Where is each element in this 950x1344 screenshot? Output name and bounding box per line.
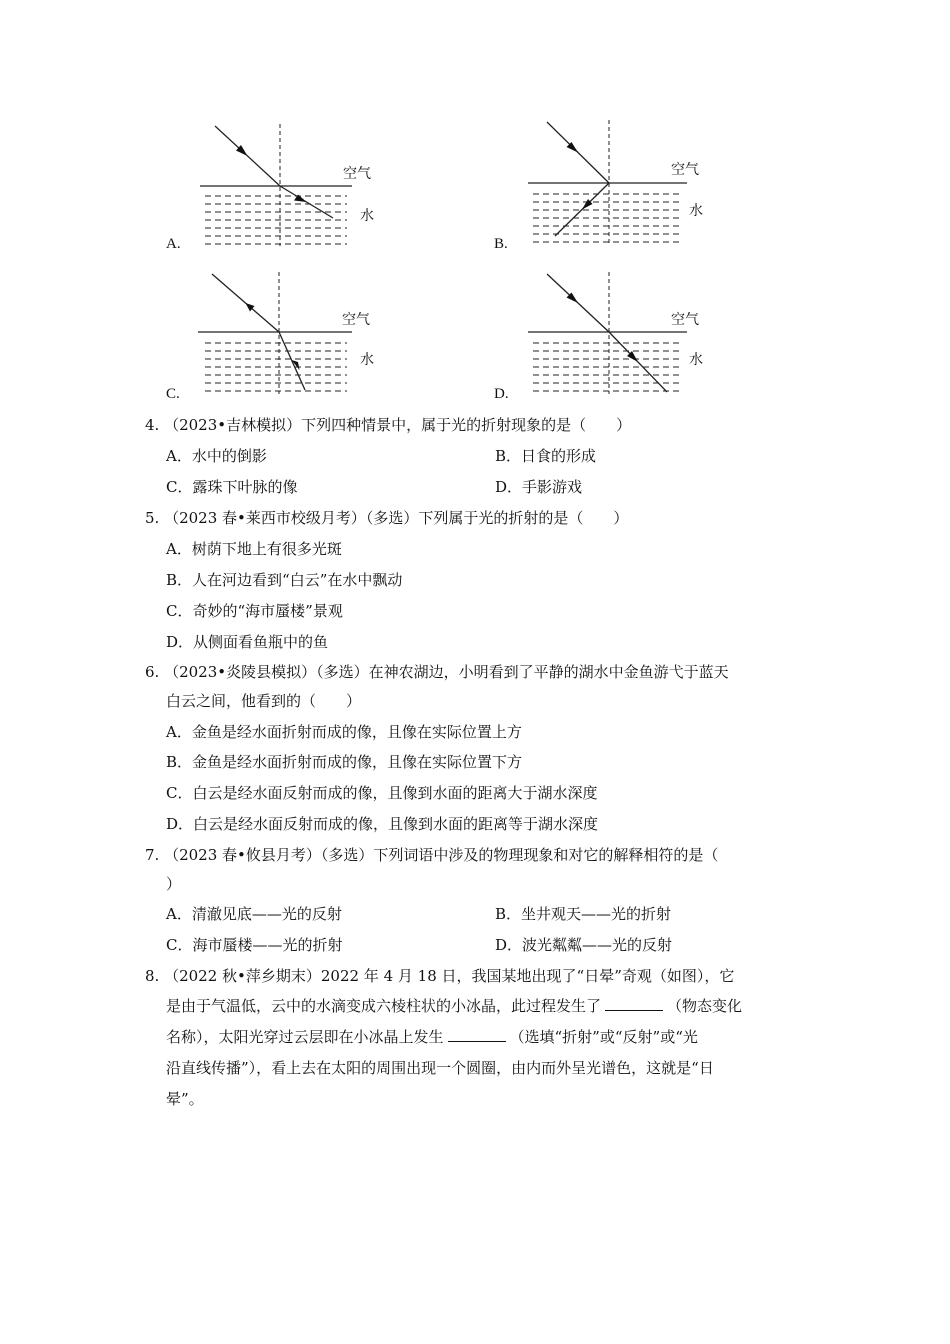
- option-b: B．日食的形成: [495, 447, 597, 465]
- air-label: 空气: [343, 166, 371, 182]
- option-c: C．海市蜃楼——光的折射: [166, 936, 343, 954]
- question-text: 名称），太阳光穿过云层即在小冰晶上发生: [166, 1028, 444, 1046]
- question-text-continued: 沿直线传播”），看上去在太阳的周围出现一个圆圈，由内而外呈光谱色，这就是“日: [166, 1059, 714, 1077]
- question-text-continued: [166, 996, 742, 1016]
- air-label: 空气: [342, 312, 370, 328]
- option-a: A．金鱼是经水面折射而成的像，且像在实际位置上方: [166, 723, 522, 741]
- water-label: 水: [689, 352, 703, 368]
- refraction-diagram-a: [195, 120, 385, 255]
- water-label: 水: [360, 352, 374, 368]
- option-c: C．奇妙的“海市蜃楼”景观: [166, 602, 343, 620]
- option-a: A．水中的倒影: [166, 447, 267, 465]
- question-text: 是由于气温低，云中的水滴变成六棱柱状的小冰晶，此过程发生了: [166, 997, 602, 1015]
- question-7: [145, 845, 718, 865]
- question-text: （2023•吉林模拟）下列四种情景中，属于光的折射现象的是（ ）: [164, 416, 632, 434]
- question-text: （2023 春•莱西市校级月考）（多选）下列属于光的折射的是（ ）: [164, 509, 629, 527]
- option-a: A．清澈见底——光的反射: [166, 905, 342, 923]
- question-text-continued: ）: [166, 875, 182, 893]
- question-number: 5.: [145, 509, 160, 527]
- water-label: 水: [689, 203, 703, 219]
- figure-label-b: B.: [494, 236, 508, 252]
- figure-label-c: C.: [166, 386, 180, 402]
- question-number: 4.: [145, 416, 160, 434]
- figure-label-d: D.: [494, 386, 509, 402]
- refraction-diagram-d: [525, 268, 715, 403]
- question-number: 6.: [145, 663, 160, 681]
- option-b: B．坐井观天——光的折射: [495, 905, 672, 923]
- question-text: （选填“折射”或“反射”或“光: [509, 1028, 698, 1046]
- question-text: （2023 春•攸县月考）（多选）下列词语中涉及的物理现象和对它的解释相符的是（: [164, 846, 719, 864]
- option-d: D．从侧面看鱼瓶中的鱼: [166, 633, 329, 651]
- question-text-continued: 白云之间，他看到的（ ）: [166, 692, 362, 710]
- question-4: [145, 415, 631, 435]
- question-text: （物态变化: [667, 997, 743, 1015]
- option-c: C．露珠下叶脉的像: [166, 478, 298, 496]
- question-text-continued: 晕”。: [166, 1090, 204, 1108]
- question-text-continued: [166, 1027, 698, 1047]
- option-c: C．白云是经水面反射而成的像，且像到水面的距离大于湖水深度: [166, 784, 598, 802]
- option-b: B．人在河边看到“白云”在水中飘动: [166, 571, 403, 589]
- refraction-diagram-c: [195, 268, 385, 403]
- option-a: A．树荫下地上有很多光斑: [166, 540, 342, 558]
- answer-blank-2[interactable]: [448, 1027, 506, 1042]
- question-6: [145, 662, 729, 682]
- option-d: D．白云是经水面反射而成的像，且像到水面的距离等于湖水深度: [166, 815, 599, 833]
- question-8: [145, 966, 734, 986]
- option-d: D．波光粼粼——光的反射: [495, 936, 673, 954]
- question-text: （2022 秋•萍乡期末）2022 年 4 月 18 日，我国某地出现了“日晕”奇观（如图），它: [164, 967, 735, 985]
- question-text: （2023•炎陵县模拟）（多选）在神农湖边，小明看到了平静的湖水中金鱼游弋于蓝天: [164, 663, 729, 681]
- air-label: 空气: [671, 162, 699, 178]
- refraction-diagram-b: [525, 118, 715, 253]
- option-b: B．金鱼是经水面折射而成的像，且像在实际位置下方: [166, 753, 523, 771]
- water-label: 水: [360, 208, 374, 224]
- answer-blank-1[interactable]: [605, 996, 663, 1011]
- air-label: 空气: [671, 312, 699, 328]
- figure-label-a: A.: [166, 236, 181, 252]
- question-number: 7.: [145, 846, 160, 864]
- question-5: [145, 508, 628, 528]
- option-d: D．手影游戏: [495, 478, 583, 496]
- question-number: 8.: [145, 967, 160, 985]
